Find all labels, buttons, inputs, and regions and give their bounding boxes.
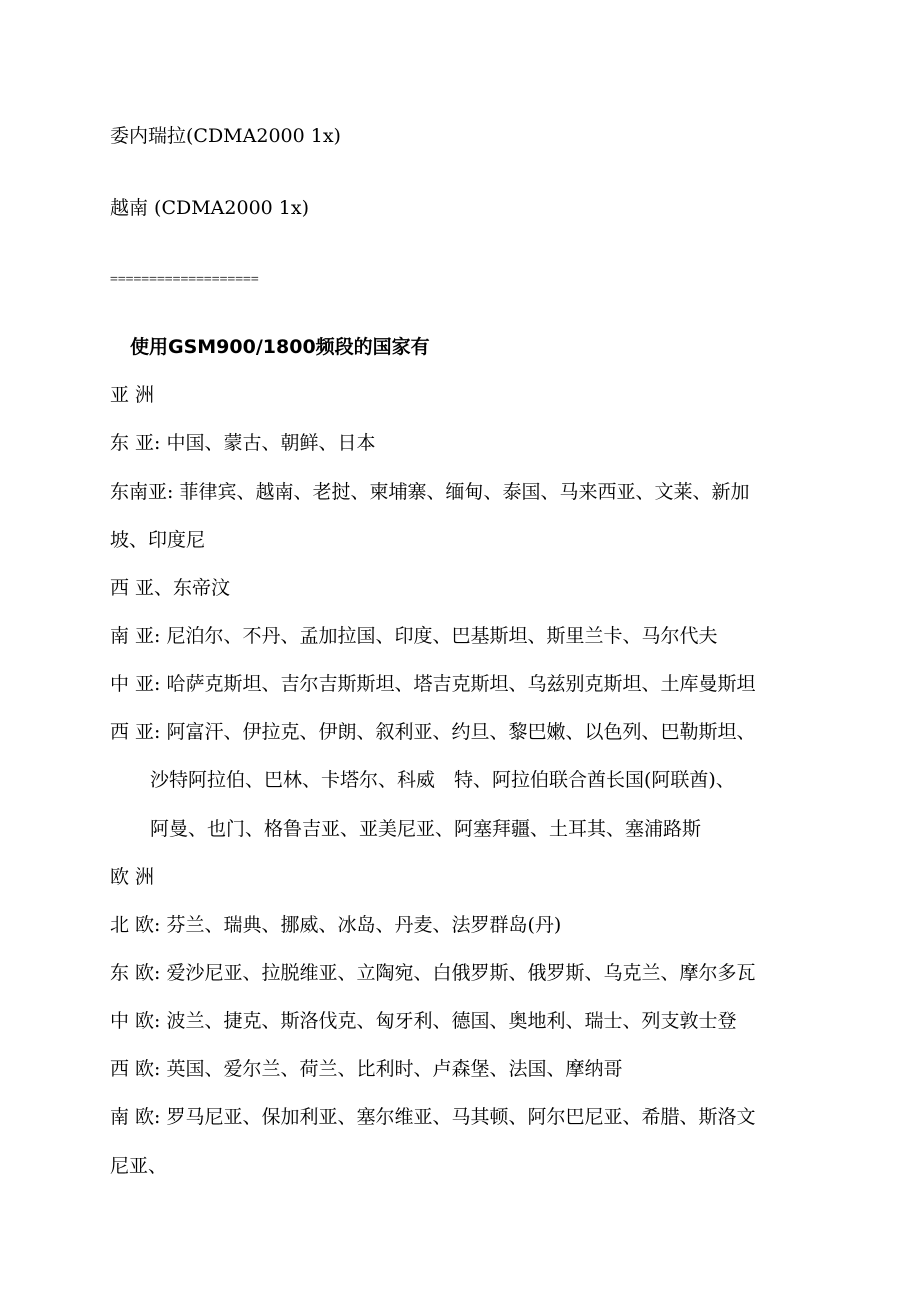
text-line-south-asia: 南 亚: 尼泊尔、不丹、孟加拉国、印度、巴基斯坦、斯里兰卡、马尔代夫 xyxy=(110,625,718,647)
text-line-west-asia-cont-1: 沙特阿拉伯、巴林、卡塔尔、科威 特、阿拉伯联合酋长国(阿联酋)、 xyxy=(150,769,735,791)
text-line-south-europe: 南 欧: 罗马尼亚、保加利亚、塞尔维亚、马其顿、阿尔巴尼亚、希腊、斯洛文 xyxy=(110,1106,756,1128)
region-heading-europe: 欧 洲 xyxy=(110,866,155,888)
region-heading-asia: 亚 洲 xyxy=(110,384,155,406)
text-line-west-asia-cont-2: 阿曼、也门、格鲁吉亚、亚美尼亚、阿塞拜疆、土耳其、塞浦路斯 xyxy=(150,818,702,840)
text-line-west-europe: 西 欧: 英国、爱尔兰、荷兰、比利时、卢森堡、法国、摩纳哥 xyxy=(110,1058,623,1080)
text-line-north-europe: 北 欧: 芬兰、瑞典、挪威、冰岛、丹麦、法罗群岛(丹) xyxy=(110,914,562,936)
text-line-southeast-asia: 东南亚: 菲律宾、越南、老挝、柬埔寨、缅甸、泰国、马来西亚、文莱、新加 xyxy=(110,481,750,503)
section-heading: 使用GSM900/1800频段的国家有 xyxy=(130,336,430,358)
separator-line: =================== xyxy=(110,272,259,287)
text-line-south-europe-cont: 尼亚、 xyxy=(110,1155,168,1177)
text-line-west-asia: 西 亚: 阿富汗、伊拉克、伊朗、叙利亚、约旦、黎巴嫩、以色列、巴勒斯坦、 xyxy=(110,721,756,743)
text-line-west-asia-east-timor: 西 亚、东帝汶 xyxy=(110,577,231,599)
text-line-vietnam: 越南 (CDMA2000 1x) xyxy=(110,197,310,219)
text-line-east-europe: 东 欧: 爱沙尼亚、拉脱维亚、立陶宛、白俄罗斯、俄罗斯、乌克兰、摩尔多瓦 xyxy=(110,962,756,984)
text-line-southeast-asia-cont: 坡、印度尼 xyxy=(110,529,206,551)
text-line-east-asia: 东 亚: 中国、蒙古、朝鲜、日本 xyxy=(110,432,376,454)
text-line-venezuela: 委内瑞拉(CDMA2000 1x) xyxy=(110,125,341,147)
text-line-central-asia: 中 亚: 哈萨克斯坦、吉尔吉斯斯坦、塔吉克斯坦、乌兹别克斯坦、土库曼斯坦 xyxy=(110,673,756,695)
text-line-central-europe: 中 欧: 波兰、捷克、斯洛伐克、匈牙利、德国、奥地利、瑞士、列支敦士登 xyxy=(110,1010,737,1032)
